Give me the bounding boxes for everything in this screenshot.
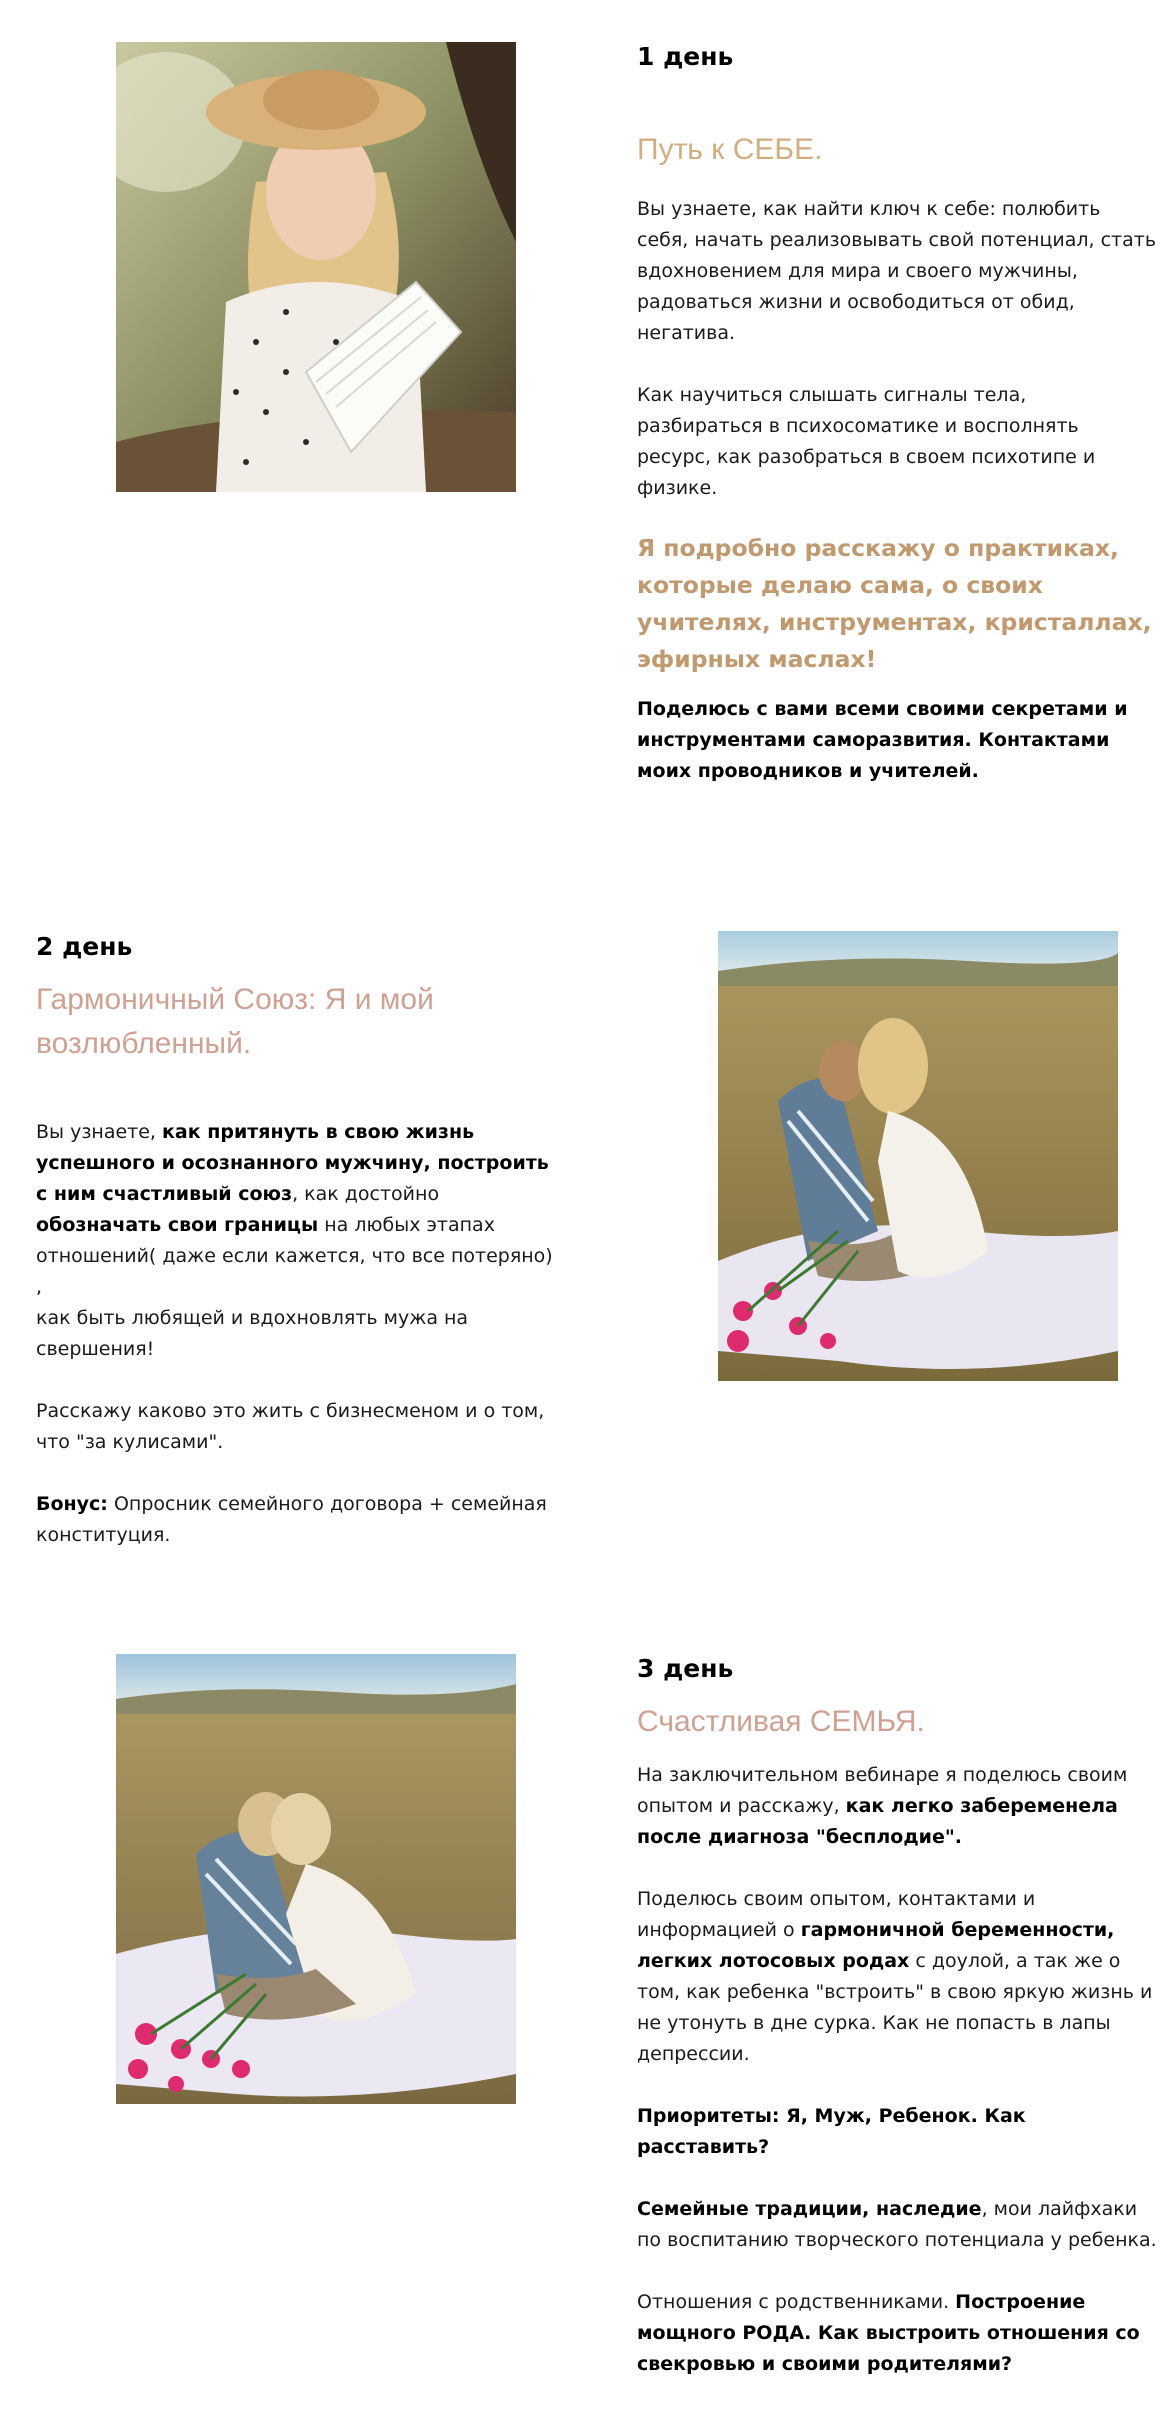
day2-photo (718, 931, 1118, 1381)
day3-paragraph-4: Семейные традиции, наследие, мои лайфхаки по воспитанию творческого потенциала у ребенка. (637, 2197, 1157, 2251)
day2-text (36, 932, 556, 1551)
day1-label: 1 день (637, 42, 734, 71)
day1-paragraph-2: Как научиться слышать сигналы тела, разбираться в психосоматике и восполнять ресурс, как разобраться в своем психотипе и физике. (637, 383, 1096, 499)
day1-paragraph-3: Поделюсь с вами всеми своими секретами и инструментами саморазвития. Контактами моих проводников и учителей. (637, 697, 1128, 782)
day1-accent: Я подробно расскажу о практиках, которые делаю сама, о своих учителях, инструментах, кристаллах, эфирных маслах! (637, 533, 1152, 673)
bonus-label: Бонус: (36, 1493, 108, 1515)
day3-paragraph-1: На заключительном вебинаре я поделюсь своим опытом и расскажу, как легко забеременела после диагноза "бесплодие". (637, 1763, 1128, 1848)
woman-with-book-image (116, 42, 516, 492)
day1-paragraph-1: Вы узнаете, как найти ключ к себе: полюбить себя, начать реализовывать свой потенциал, стать вдохновением для мира и своего мужчины, радоваться жизни и освободиться от обид, негатива. (637, 197, 1157, 344)
day3-priorities: Приоритеты: Я, Муж, Ребенок. Как расставить? (637, 2104, 1026, 2158)
day2-bonus: Бонус: Опросник семейного договора + семейная конституция. (36, 1493, 547, 1546)
couple-embracing-image (116, 1654, 516, 2104)
day3-paragraph-5: Отношения с родственниками. Построение мощного РОДА. Как выстроить отношения со свекровью и своими родителями? (637, 2290, 1140, 2375)
day1-title: Путь к СЕБЕ. (637, 133, 823, 166)
day3-title: Счастливая СЕМЬЯ. (637, 1705, 925, 1738)
day3-paragraph-2: Поделюсь своим опытом, контактами и информацией о гармоничной беременности, легких лотосовых родах с доулой, а так же о том, как ребенка "встроить" в свою яркую жизнь и не утонуть в дне сурка. Как не попасть в лапы депрессии. (637, 1887, 1153, 2065)
couple-in-field-image (718, 931, 1118, 1381)
day2-label: 2 день (36, 932, 133, 961)
day1-text (637, 42, 1157, 787)
day2-title: Гармоничный Союз: Я и мой возлюбленный. (36, 983, 434, 1060)
day3-text (637, 1654, 1157, 2380)
day2-paragraph-2: Расскажу каково это жить с бизнесменом и о том, что "за кулисами". (36, 1400, 545, 1453)
day2-paragraph-1: Вы узнаете, как притянуть в свою жизнь успешного и осознанного мужчину, построить с ним счастливый союз, как достойно обозначать свои границы на любых этапах отношений( даже если кажется, что все потеряно) , как быть любящей и вдохновлять мужа на свершения! (36, 1121, 553, 1360)
day1-photo (116, 42, 516, 492)
day3-photo (116, 1654, 516, 2104)
day3-label: 3 день (637, 1654, 734, 1683)
